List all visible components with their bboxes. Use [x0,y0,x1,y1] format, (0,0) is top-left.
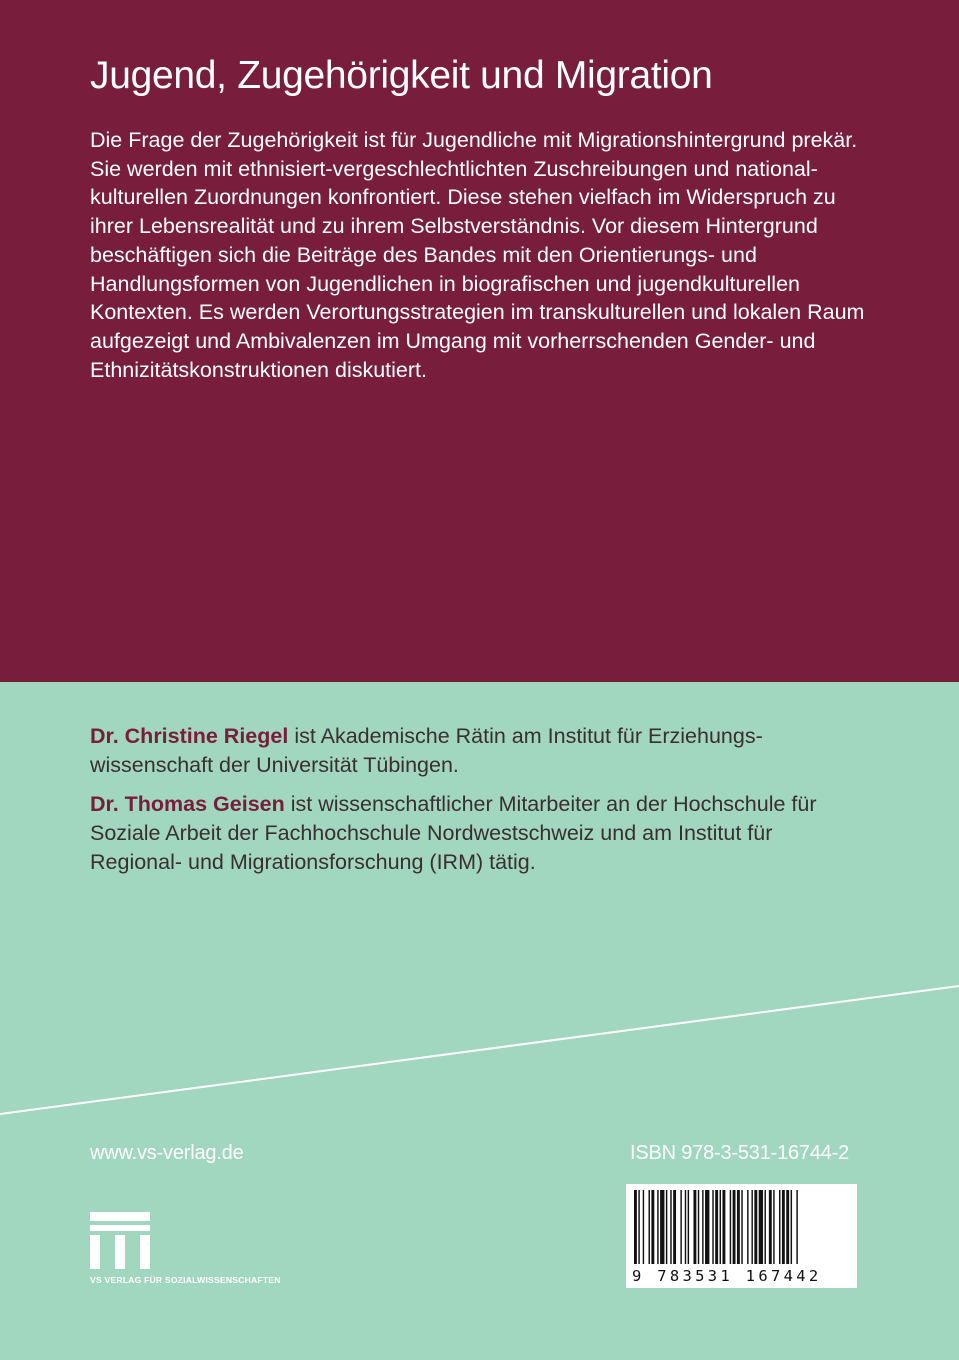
barcode-bar [759,1190,763,1264]
barcode-bar [693,1190,696,1264]
barcode-bar [660,1190,664,1264]
barcode-bar [634,1190,637,1264]
barcode-bar [705,1190,709,1264]
barcode-bar [751,1190,752,1264]
decorative-diagonal-line [0,982,959,1122]
barcode-bar [786,1190,789,1264]
author-name: Dr. Thomas Geisen [90,792,285,817]
barcode-bar [643,1190,644,1264]
cover-bottom-panel [0,682,959,1360]
barcode-bar [733,1190,736,1264]
barcode-digits: 9 783531 167442 [632,1267,822,1285]
barcode-bar [741,1190,742,1264]
barcode-icon [626,1184,857,1268]
publisher-logo-text: VS VERLAG FÜR SOZIALWISSENSCHAFTEN [90,1275,281,1285]
barcode-bar [791,1190,792,1264]
author-bio-text: ist Akademische Rätin am Institut für Erziehungswissenschaft der Universität Tübingen. [90,724,763,777]
barcode-bar [730,1190,731,1264]
barcode-bar [715,1190,718,1264]
barcode-bar [651,1190,654,1264]
author-name: Dr. Christine Riegel [90,724,289,748]
barcode-bar [712,1190,713,1264]
barcode-bar [782,1190,785,1264]
vs-verlag-logo-icon [90,1212,152,1270]
book-title: Jugend, Zugehörigkeit und Migration [90,54,713,97]
barcode-bar [796,1190,797,1264]
barcode-bar [666,1190,667,1264]
barcode-bar [702,1190,703,1264]
author-bio [90,722,870,779]
barcode-bar [688,1190,689,1264]
barcode-bar [680,1190,681,1264]
barcode-bar [720,1190,721,1264]
barcode [626,1184,857,1288]
barcode-bar [754,1190,757,1264]
barcode-bar [747,1190,748,1264]
barcode-bar [657,1190,658,1264]
barcode-bar [737,1190,740,1264]
barcode-bar [638,1190,639,1264]
isbn-label: ISBN 978-3-531-16744-2 [630,1142,850,1164]
barcode-bar [673,1190,676,1264]
author-bios [90,722,870,888]
barcode-bar [649,1190,650,1264]
publisher-url: www.vs-verlag.de [90,1142,244,1164]
barcode-bar [765,1190,766,1264]
barcode-bar [698,1190,699,1264]
barcode-bar [773,1190,774,1264]
author-bio [90,790,870,876]
barcode-bar [670,1190,671,1264]
book-description: Die Frage der Zugehörigkeit ist für Jugendliche mit Migrationshintergrund prekär. Sie werden mit ethnisiert-vergeschlechtlichten Zuschreibungen und national-kulturellen Zuordnungen konfrontiert. Diese stehen vielfach im Widerspruch zu ihrer Lebensrealität und zu ihrem Selbstverständnis. Vor diesem Hintergrund beschäftigen sich die Beiträge des Bandes mit den Orientierungs- und Handlungsformen von Jugendlichen in biografischen und jugendkulturellen Kontexten. Es werden Verortungsstrategien im transkulturellen und lokalen Raum aufgezeigt und Ambivalenzen im Umgang mit vorherrschenden Gender- und Ethnizitätskonstruktionen diskutiert. [90,128,865,382]
barcode-bar [779,1190,780,1264]
barcode-bar [685,1190,686,1264]
barcode-bar [769,1190,772,1264]
barcode-bar [722,1190,725,1264]
author-bio-text: ist wissenschaftlicher Mitarbeiter an der Hochschule für Soziale Arbeit der Fachhochschule Nordwestschweiz und am Institut für Regional- und Migrationsforschung (IRM) tätig. [90,792,817,874]
